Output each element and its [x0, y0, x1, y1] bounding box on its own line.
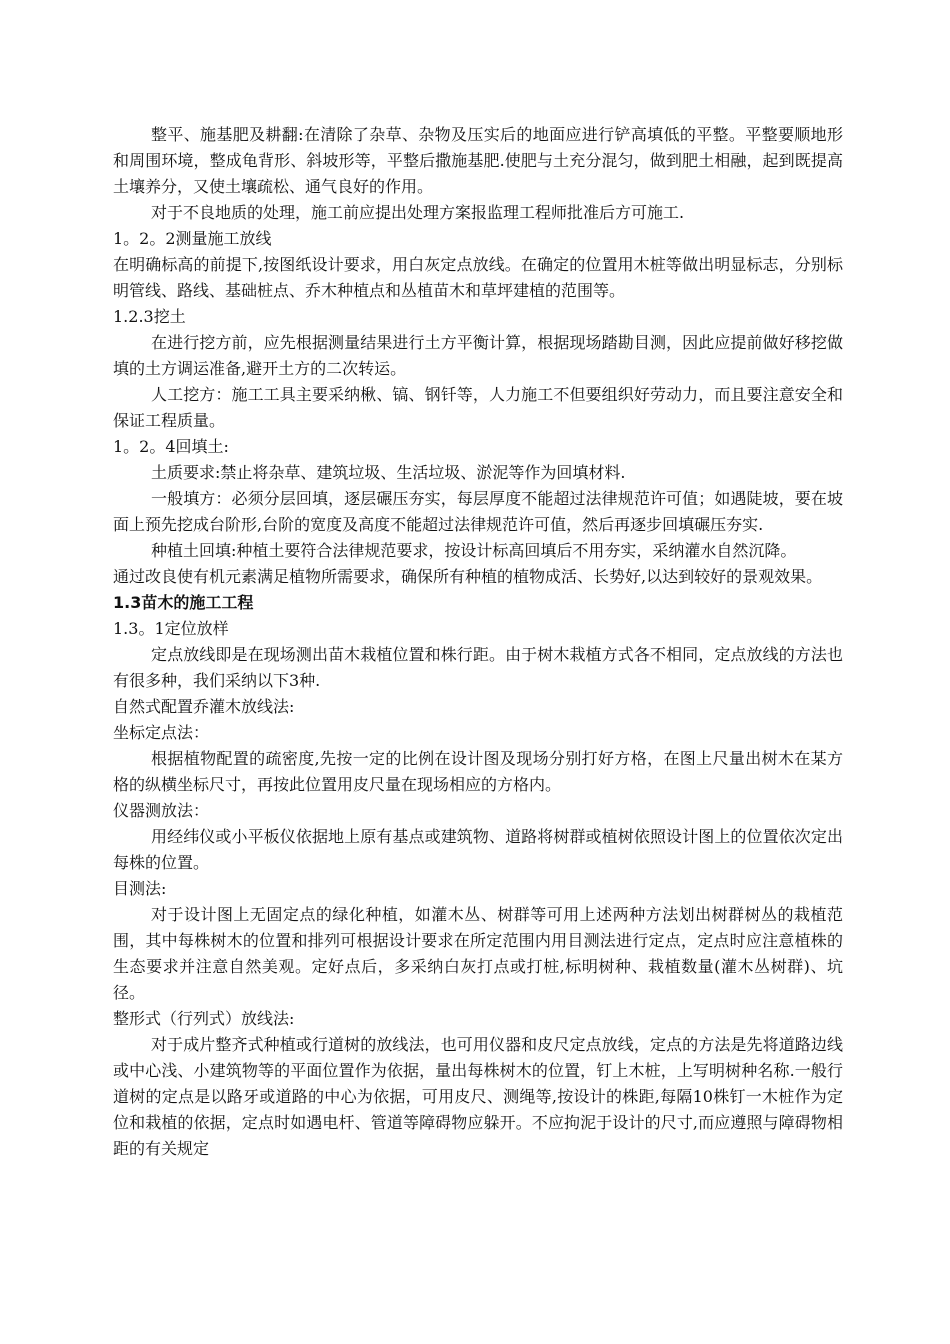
paragraph-planting-soil-fill: 种植土回填:种植土要符合法律规范要求，按设计标高回填后不用夯实，采纳灌水自然沉降。: [151, 541, 797, 560]
section-heading-1-3-1: 1.3。1定位放样: [113, 619, 229, 638]
subheading-natural-layout: 自然式配置乔灌木放线法:: [113, 697, 295, 716]
section-heading-1-2-3: 1.2.3挖土: [113, 307, 186, 326]
paragraph-coordinate-method: 根据植物配置的疏密度,先按一定的比例在设计图及现场分别打好方格，在图上尺量出树木在某方格的纵横坐标尺寸，再按此位置用皮尺量在现场相应的方格内。: [113, 749, 843, 794]
section-heading-1-2-2: 1。2。2测量施工放线: [113, 229, 272, 248]
paragraph-soil-requirements: 土质要求:禁止将杂草、建筑垃圾、生活垃圾、淤泥等作为回填材料.: [151, 463, 626, 482]
paragraph-bad-geology: 对于不良地质的处理，施工前应提出处理方案报监理工程师批准后方可施工.: [151, 203, 685, 222]
section-heading-1-3: 1.3苗木的施工工程: [113, 593, 254, 612]
section-heading-1-2-4: 1。2。4回填土:: [113, 437, 229, 456]
paragraph-manual-excavation: 人工挖方：施工工具主要采纳楸、镐、钢钎等，人力施工不但要组织好劳动力，而且要注意安全和保证工程质量。: [113, 385, 843, 430]
paragraph-visual-method: 对于设计图上无固定点的绿化种植，如灌木丛、树群等可用上述两种方法划出树群树丛的栽植范围，其中每株树木的位置和排列可根据设计要求在所定范围内用目测法进行定点，定点时应注意植株的生态要求并注意自然美观。定好点后，多采纳白灰打点或打桩,标明树种、栽植数量(灌木丛树群)、坑径。: [113, 905, 843, 1002]
paragraph-excavation-prep: 在进行挖方前，应先根据测量结果进行土方平衡计算，根据现场踏勘目测，因此应提前做好移挖做填的土方调运准备,避开土方的二次转运。: [113, 333, 843, 378]
subheading-coordinate-method: 坐标定点法：: [113, 723, 210, 742]
paragraph-positioning: 定点放线即是在现场测出苗木栽植位置和株行距。由于树木栽植方式各不相同，定点放线的方法也有很多种，我们采纳以下3种.: [113, 645, 843, 690]
paragraph-general-fill: 一般填方：必须分层回填，逐层碾压夯实，每层厚度不能超过法律规范许可值；如遇陡坡，要在坡面上预先挖成台阶形,台阶的宽度及高度不能超过法律规范许可值，然后再逐步回填碾压夯实.: [113, 489, 843, 534]
subheading-visual-method: 目测法:: [113, 879, 167, 898]
subheading-row-layout: 整形式（行列式）放线法:: [113, 1009, 295, 1028]
document-body: [113, 122, 843, 1162]
paragraph-soil-improvement: 通过改良使有机元素满足植物所需要求，确保所有种植的植物成活、长势好,以达到较好的景观效果。: [113, 567, 823, 586]
paragraph-leveling: 整平、施基肥及耕翻:在清除了杂草、杂物及压实后的地面应进行铲高填低的平整。平整要顺地形和周围环境，整成龟背形、斜坡形等，平整后撒施基肥.使肥与土充分混匀，做到肥土相融，起到既提高土壤养分，又使土壤疏松、通气良好的作用。: [113, 125, 843, 196]
paragraph-instrument-method: 用经纬仪或小平板仪依据地上原有基点或建筑物、道路将树群或植树依照设计图上的位置依次定出每株的位置。: [113, 827, 843, 872]
subheading-instrument-method: 仪器测放法：: [113, 801, 210, 820]
paragraph-row-layout: 对于成片整齐式种植或行道树的放线法，也可用仪器和皮尺定点放线，定点的方法是先将道路边线或中心浅、小建筑物等的平面位置作为依据，量出每株树木的位置，钉上木桩，上写明树种名称.一般行道树的定点是以路牙或道路的中心为依据，可用皮尺、测绳等,按设计的株距,每隔10株钉一木桩作为定位和栽植的依据，定点时如遇电杆、管道等障碍物应躲开。不应拘泥于设计的尺寸,而应遵照与障碍物相距的有关规定: [113, 1035, 843, 1158]
paragraph-survey-layout: 在明确标高的前提下,按图纸设计要求，用白灰定点放线。在确定的位置用木桩等做出明显标志，分别标明管线、路线、基础桩点、乔木种植点和丛植苗木和草坪建植的范围等。: [113, 255, 843, 300]
